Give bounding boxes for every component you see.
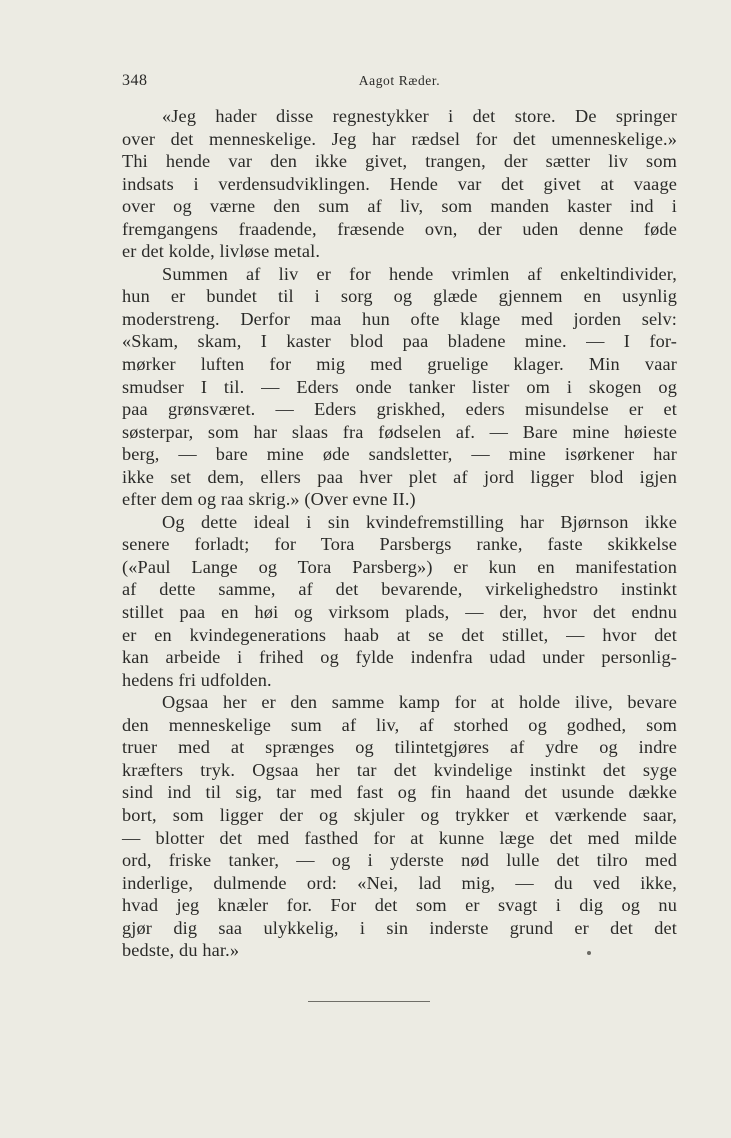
text-line: paa grønsværet. — Eders griskhed, eders misundelse er et: [122, 399, 677, 420]
text-line: moderstreng. Derfor maa hun ofte klage med jorden selv:: [122, 308, 677, 329]
text-line: hedens fri udfolden.: [122, 669, 272, 690]
text-line: hun er bundet til i sorg og glæde gjennem en usynlig: [122, 286, 677, 307]
running-head: Aagot Ræder.: [358, 73, 441, 88]
text-line: — blotter det med fasthed for at kunne læge det med milde: [122, 827, 677, 848]
page-number: 348: [122, 72, 148, 89]
text-line: indsats i verdensudviklingen. Hende var det givet at vaage: [122, 173, 677, 194]
text-line: den menneskelige sum af liv, af storhed og godhed, som: [122, 714, 677, 735]
section-rule: [308, 1001, 430, 1002]
print-speck: [587, 951, 591, 955]
text-line: ord, friske tanker, — og i yderste nød lulle det tilro med: [122, 850, 677, 871]
text-line: senere forladt; for Tora Parsbergs ranke, faste skikkelse: [122, 534, 677, 555]
text-line: ikke set dem, ellers paa hver plet af jord ligger blod igjen: [122, 466, 677, 487]
text-line: hvad jeg knæler for. For det som er svagt i dig og nu: [122, 895, 677, 916]
text-line: er en kvindegenerations haab at se det stillet, — hvor det: [122, 624, 677, 645]
text-line: «Jeg hader disse regnestykker i det store. De springer: [162, 106, 677, 126]
text-line: Thi hende var den ikke givet, trangen, der sætter liv som: [122, 151, 677, 172]
text-line: kan arbeide i frihed og fylde indenfra udad under personlig-: [122, 647, 677, 668]
text-line: efter dem og raa skrig.» (Over evne II.): [122, 489, 416, 510]
text-line: over og værne den sum af liv, som manden kaster ind i: [122, 196, 677, 217]
text-line: søsterpar, som har slaas fra fødselen af. — Bare mine høieste: [122, 421, 677, 442]
text-line: over det menneskelige. Jeg har rædsel for det umenneskelige.»: [122, 128, 677, 149]
page-header: [122, 72, 677, 94]
text-line: sind ind til sig, tar med fast og fin haand det usunde dække: [122, 782, 677, 803]
text-line: mørker luften for mig med gruelige klager. Min vaar: [122, 354, 677, 375]
text-line: berg, — bare mine øde sandsletter, — mine isørkener har: [122, 444, 677, 465]
text-line: inderlige, dulmende ord: «Nei, lad mig, — du ved ikke,: [122, 872, 677, 893]
text-line: fremgangens fraadende, fræsende ovn, der uden denne føde: [122, 218, 677, 239]
text-line: er det kolde, livløse metal.: [122, 241, 321, 262]
text-line: Og dette ideal i sin kvindefremstilling har Bjørnson ikke: [162, 511, 677, 532]
text-line: bort, som ligger der og skjuler og trykker et værkende saar,: [122, 804, 677, 825]
text-line: Ogsaa her er den samme kamp for at holde ilive, bevare: [162, 692, 677, 713]
text-line: stillet paa en høi og virksom plads, — der, hvor det endnu: [122, 602, 677, 623]
text-line: («Paul Lange og Tora Parsberg») er kun en manifestation: [122, 556, 677, 577]
text-line: smudser I til. — Eders onde tanker lister om i skogen og: [122, 376, 677, 397]
text-line: bedste, du har.»: [122, 940, 240, 961]
body-text: [122, 105, 677, 962]
text-line: af dette samme, af det bevarende, virkelighedstro instinkt: [122, 579, 677, 600]
text-line: «Skam, skam, I kaster blod paa bladene mine. — I for-: [122, 331, 677, 352]
text-line: gjør dig saa ulykkelig, i sin inderste grund er det det: [122, 917, 677, 938]
text-line: kræfters tryk. Ogsaa her tar det kvindelige instinkt det syge: [122, 759, 677, 780]
text-line: Summen af liv er for hende vrimlen af enkeltindivider,: [162, 263, 677, 284]
text-line: truer med at sprænges og tilintetgjøres af ydre og indre: [122, 737, 677, 758]
